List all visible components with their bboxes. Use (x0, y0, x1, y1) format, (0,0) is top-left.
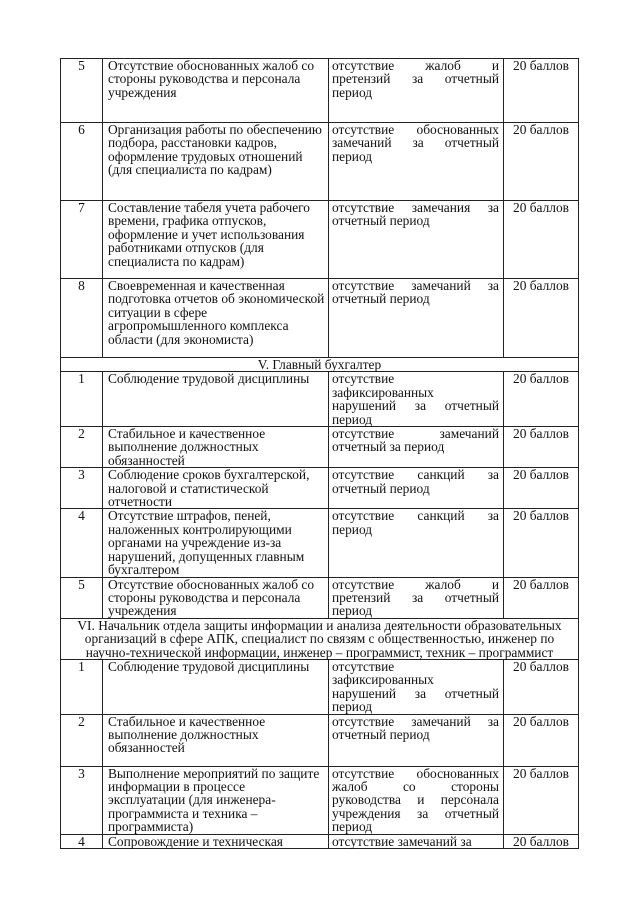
criterion-cell: Организация работы по обеспечению подбора, расстановки кадров, оформление трудовых отношений (для специалиста по кадрам) (103, 123, 329, 201)
table-row (61, 123, 579, 201)
condition-cell: отсутствие санкций за отчетный период (329, 468, 504, 509)
row-number: 2 (61, 714, 103, 766)
score-cell: 20 баллов (504, 59, 579, 123)
condition-cell: отсутствие замечаний за отчетный период (329, 279, 504, 358)
row-number: 4 (61, 509, 103, 577)
row-number: 4 (61, 834, 103, 848)
table-row (61, 468, 579, 509)
table-row (61, 509, 579, 577)
row-number: 1 (61, 659, 103, 714)
table-row (61, 372, 579, 427)
score-cell: 20 баллов (504, 509, 579, 577)
score-cell: 20 баллов (504, 766, 579, 834)
condition-cell: отсутствие замечаний за отчетный период (329, 714, 504, 766)
score-cell: 20 баллов (504, 427, 579, 468)
condition-cell: отсутствие жалоб и претензий за отчетный период (329, 577, 504, 618)
criterion-cell: Стабильное и качественное выполнение должностных обязанностей (103, 427, 329, 468)
row-number: 1 (61, 372, 103, 427)
criterion-cell: Отсутствие обоснованных жалоб со стороны руководства и персонала учреждения (103, 59, 329, 123)
row-number: 2 (61, 427, 103, 468)
criterion-cell: Составление табеля учета рабочего времени, графика отпусков, оформление и учет использования работниками отпусков (для специалиста по кадрам) (103, 201, 329, 279)
section-title: VI. Начальник отдела защиты информации и анализа деятельности образовательных организаций в сфере АПК, специалист по связям с общественностью, инженер по научно-технической информации, инженер – программист, техник – программист (61, 618, 579, 659)
condition-cell: отсутствие замечания за отчетный период (329, 201, 504, 279)
condition-cell: отсутствие обоснованных замечаний за отчетный период (329, 123, 504, 201)
table-row (61, 279, 579, 358)
criterion-cell: Отсутствие обоснованных жалоб со стороны руководства и персонала учреждения (103, 577, 329, 618)
score-cell: 20 баллов (504, 279, 579, 358)
criterion-cell: Выполнение мероприятий по защите информации в процессе эксплуатации (для инженера-программиста и техника – программиста) (103, 766, 329, 834)
score-cell: 20 баллов (504, 468, 579, 509)
score-cell: 20 баллов (504, 834, 579, 848)
row-number: 5 (61, 59, 103, 123)
row-number: 3 (61, 766, 103, 834)
row-number: 8 (61, 279, 103, 358)
row-number: 7 (61, 201, 103, 279)
row-number: 6 (61, 123, 103, 201)
condition-cell: отсутствие санкций за период (329, 509, 504, 577)
evaluation-criteria-table (60, 58, 579, 849)
condition-cell: отсутствие жалоб и претензий за отчетный период (329, 59, 504, 123)
score-cell: 20 баллов (504, 714, 579, 766)
criterion-cell: Соблюдение трудовой дисциплины (103, 659, 329, 714)
score-cell: 20 баллов (504, 372, 579, 427)
table-row (61, 577, 579, 618)
criterion-cell: Отсутствие штрафов, пеней, наложенных контролирующими органами на учреждение из-за нарушений, допущенных главным бухгалтером (103, 509, 329, 577)
table-row (61, 201, 579, 279)
condition-cell: отсутствие зафиксированных нарушений за отчетный период (329, 372, 504, 427)
criteria-document (60, 58, 578, 849)
table-row (61, 766, 579, 834)
section-header-row (61, 618, 579, 659)
section-header-row (61, 358, 579, 372)
criterion-cell: Стабильное и качественное выполнение должностных обязанностей (103, 714, 329, 766)
criterion-cell: Соблюдение трудовой дисциплины (103, 372, 329, 427)
row-number: 3 (61, 468, 103, 509)
score-cell: 20 баллов (504, 659, 579, 714)
criterion-cell: Соблюдение сроков бухгалтерской, налоговой и статистической отчетности (103, 468, 329, 509)
section-title: V. Главный бухгалтер (61, 358, 579, 372)
score-cell: 20 баллов (504, 577, 579, 618)
condition-cell: отсутствие замечаний за (329, 834, 504, 848)
condition-cell: отсутствие зафиксированных нарушений за отчетный период (329, 659, 504, 714)
condition-cell: отсутствие обоснованных жалоб со стороны руководства и персонала учреждения за отчетный период (329, 766, 504, 834)
table-row (61, 59, 579, 123)
row-number: 5 (61, 577, 103, 618)
condition-cell: отсутствие замечаний отчетный за период (329, 427, 504, 468)
table-row (61, 834, 579, 848)
table-row (61, 427, 579, 468)
criterion-cell: Сопровождение и техническая (103, 834, 329, 848)
score-cell: 20 баллов (504, 123, 579, 201)
criterion-cell: Своевременная и качественная подготовка отчетов об экономической ситуации в сфере агропромышленного комплекса области (для экономиста) (103, 279, 329, 358)
table-row (61, 659, 579, 714)
score-cell: 20 баллов (504, 201, 579, 279)
table-row (61, 714, 579, 766)
